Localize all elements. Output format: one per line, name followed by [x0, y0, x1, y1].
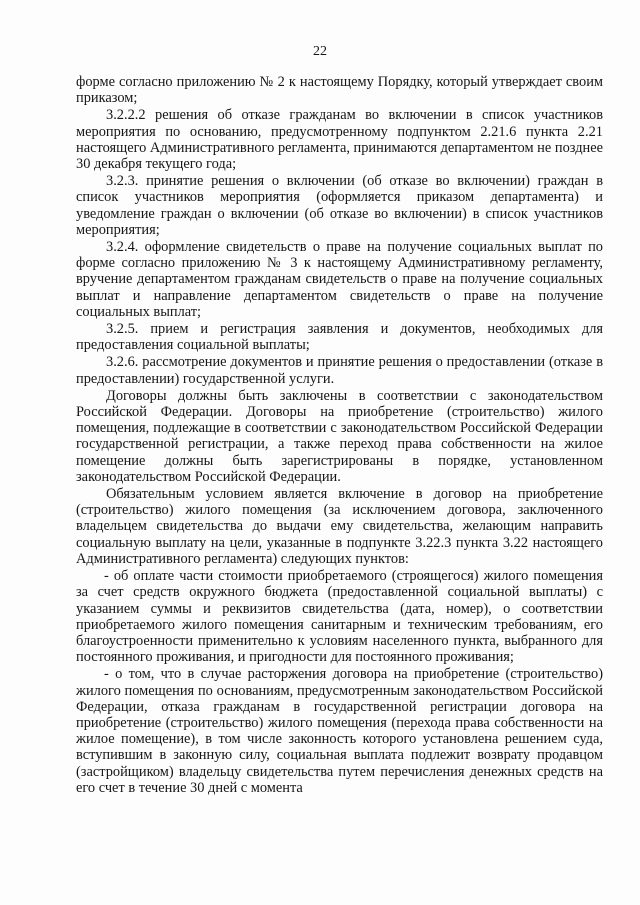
paragraph-3-2-3: 3.2.3. принятие решения о включении (об отказе во включении) граждан в список участников мероприятия (оформляется приказом департамента) и уведомление граждан о включении (об отказе во включении) в список участников мероприятия; [76, 173, 603, 238]
paragraph-3-2-5: 3.2.5. прием и регистрация заявления и документов, необходимых для предоставления социальной выплаты; [76, 321, 603, 354]
paragraph-mandatory-condition: Обязательным условием является включение в договор на приобретение (строительство) жилого помещения (за исключением договора, заключенного владельцем свидетельства до выдачи ему свидетельства, желающим направить социальную выплату на цели, указанные в подпункте 3.22.3 пункта 3.22 настоящего Административного регламента) следующих пунктов: [76, 486, 603, 567]
list-item-contract-termination: - о том, что в случае расторжения договора на приобретение (строительство) жилого помещения по основаниям, предусмотренным законодательством Российской Федерации, отказа гражданам в государственной регистрации договора на приобретение (строительство) жилого помещения (перехода права собственности на жилое помещение), в том числе законность которого установлена решением суда, вступившим в законную силу, социальная выплата подлежит возврату продавцом (застройщиком) владельцу свидетельства путем перечисления денежных средств на его счет в течение 30 дней с момента [76, 666, 603, 796]
paragraph-continuation: форме согласно приложению № 2 к настоящему Порядку, который утверждает своим приказом; [76, 74, 603, 107]
paragraph-3-2-2-2: 3.2.2.2 решения об отказе гражданам во включении в список участников мероприятия по основанию, предусмотренному подпунктом 2.21.6 пункта 2.21 настоящего Административного регламента, принимаются департаментом не позднее 30 декабря текущего года; [76, 107, 603, 173]
list-item-payment-terms: - об оплате части стоимости приобретаемого (строящегося) жилого помещения за счет средств окружного бюджета (предоставленной социальной выплаты) с указанием суммы и реквизитов свидетельства (дата, номер), о соответствии приобретаемого жилого помещения санитарным и техническим требованиям, его благоустроенности применительно к условиям населенного пункта, выбранного для постоянного проживания, и пригодности для постоянного проживания; [76, 568, 603, 666]
paragraph-contracts: Договоры должны быть заключены в соответствии с законодательством Российской Федерации. Договоры на приобретение (строительство) жилого помещения, подлежащие в соответствии с законодательством Российской Федерации государственной регистрации, а также переход права собственности на жилое помещение должны быть зарегистрированы в порядке, установленном законодательством Российской Федерации. [76, 387, 603, 485]
paragraph-3-2-6: 3.2.6. рассмотрение документов и принятие решения о предоставлении (отказе в предоставлении) государственной услуги. [76, 354, 603, 387]
page-number: 22 [313, 44, 327, 59]
paragraph-3-2-4: 3.2.4. оформление свидетельств о праве на получение социальных выплат по форме согласно приложению № 3 к настоящему Административному регламенту, вручение департаментом гражданам свидетельств о праве на получение социальных выплат и направление департаментом свидетельств о праве на получение социальных выплат; [76, 239, 603, 320]
document-body [76, 74, 603, 797]
